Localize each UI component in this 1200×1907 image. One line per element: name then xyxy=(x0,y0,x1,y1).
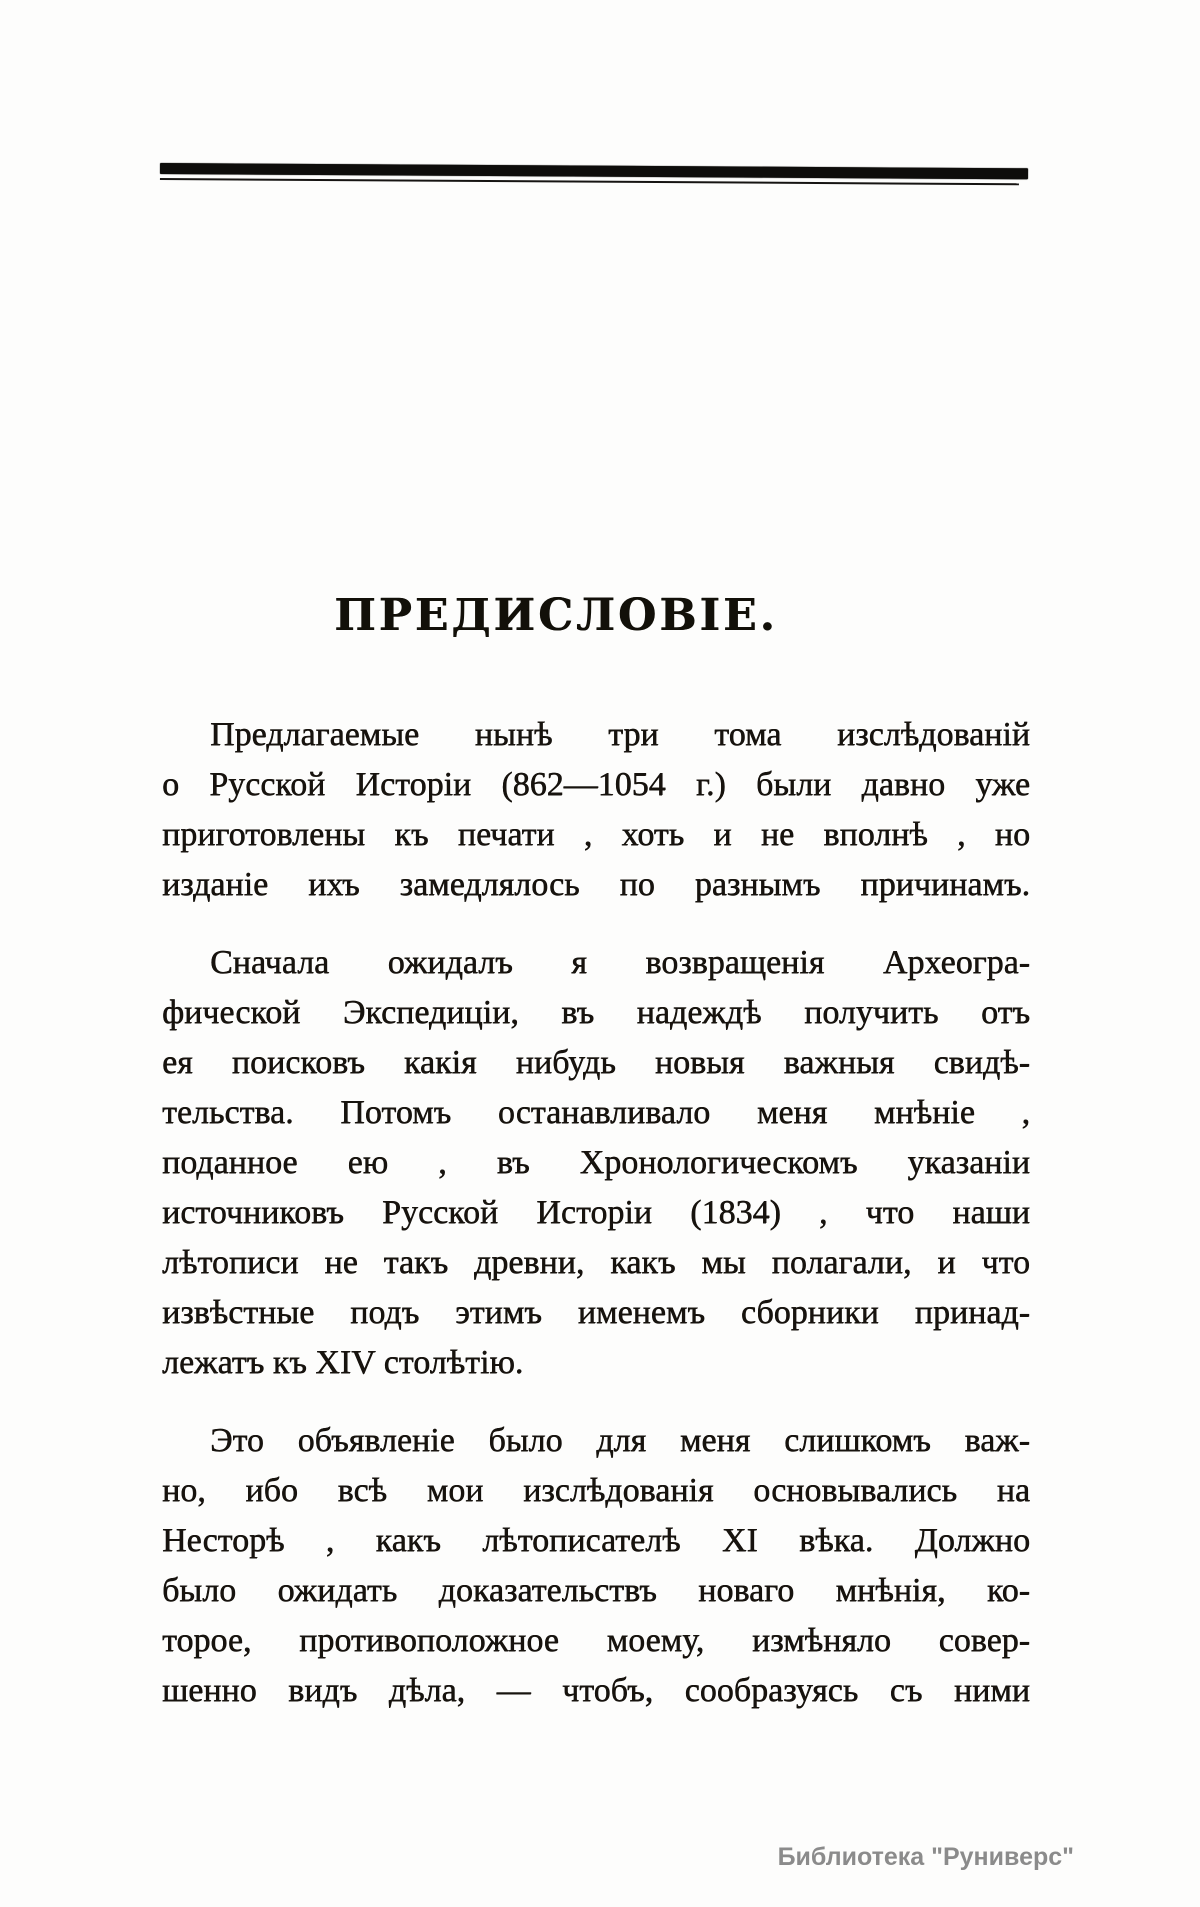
text-line: но, ибо всѣ мои изслѣдованія основывались на xyxy=(162,1472,1030,1509)
text-line: шенно видъ дѣла, — чтобъ, сообразуясь съ ними xyxy=(162,1672,1030,1709)
text-line: Это объявленіе было для меня слишкомъ важ- xyxy=(210,1422,1030,1459)
page-body-text xyxy=(162,710,1030,1716)
text-line: лѣтописи не такъ древни, какъ мы полагали, и что xyxy=(162,1244,1030,1281)
text-line: фической Экспедиціи, въ надеждѣ получить отъ xyxy=(162,994,1030,1031)
text-line: Несторѣ , какъ лѣтописателѣ XI вѣка. Должно xyxy=(162,1522,1030,1559)
text-line: Предлагаемые нынѣ три тома изслѣдованій xyxy=(210,716,1030,753)
text-line: лежатъ къ XIV столѣтію. xyxy=(162,1344,524,1381)
paragraph xyxy=(162,1416,1030,1716)
header-rule xyxy=(160,163,1028,185)
header-rule-thick-bar xyxy=(160,163,1028,179)
chapter-title: ПРЕДИСЛОВІЕ. xyxy=(334,590,778,641)
text-line: приготовлены къ печати , хоть и не вполнѣ , но xyxy=(162,816,1030,853)
header-rule-thin-line xyxy=(160,178,1019,185)
library-watermark: Библиотека "Руниверс" xyxy=(777,1843,1074,1871)
text-line: источниковъ Русской Исторіи (1834) , что наши xyxy=(162,1194,1030,1231)
text-line: Сначала ожидалъ я возвращенія Археогра- xyxy=(210,944,1030,981)
text-line: извѣстные подъ этимъ именемъ сборники принад- xyxy=(162,1294,1030,1331)
text-line: поданное ею , въ Хронологическомъ указаніи xyxy=(162,1144,1030,1181)
text-line: ея поисковъ какія нибудь новыя важныя свидѣ- xyxy=(162,1044,1030,1081)
text-line: изданіе ихъ замедлялось по разнымъ причинамъ. xyxy=(162,866,1030,903)
text-line: было ожидать доказательствъ новаго мнѣнія, ко- xyxy=(162,1572,1030,1609)
text-line: торое, противоположное моему, измѣняло совер- xyxy=(162,1622,1030,1659)
paragraph xyxy=(162,938,1030,1388)
paragraph xyxy=(162,710,1030,910)
text-line: о Русской Исторіи (862—1054 г.) были давно уже xyxy=(162,766,1030,803)
text-line: тельства. Потомъ останавливало меня мнѣніе , xyxy=(162,1094,1030,1131)
